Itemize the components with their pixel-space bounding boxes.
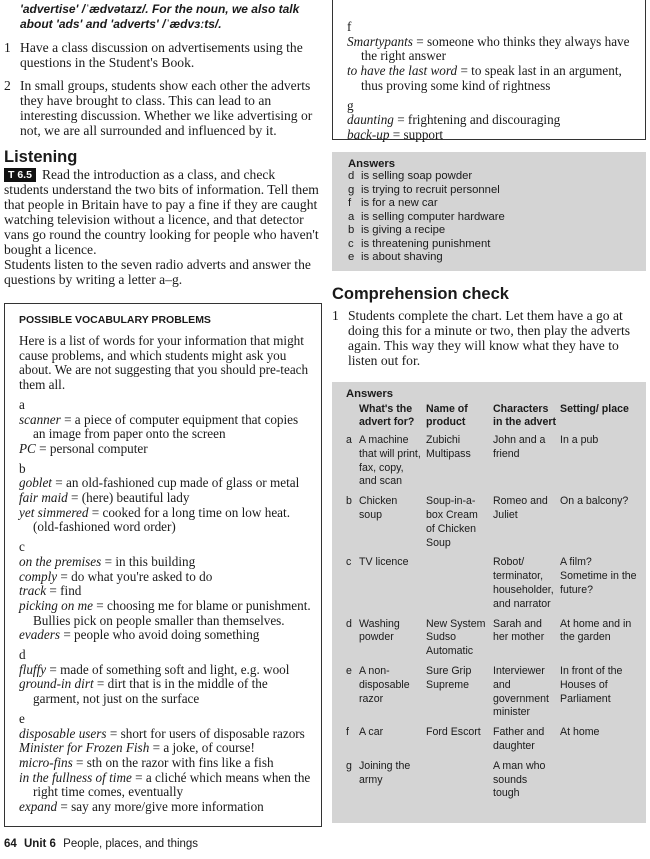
vocab-group-f [347,35,637,94]
vocab-definition: = a joke, of course! [149,740,255,756]
chart-row [346,726,642,760]
para-number: 1 [332,307,339,323]
answer-letter: c [348,237,354,250]
vocab-groups [19,398,313,815]
vocab-term: daunting [347,112,394,128]
answer-letter: b [348,224,355,236]
answer-text: is giving a recipe [361,224,446,236]
vocab-definition: = support [389,126,444,142]
chart-row-letter: d [346,617,352,630]
chart-cell: Romeo and Juliet [493,495,548,522]
answer-letter: f [348,197,352,209]
chart-row [346,618,642,665]
vocab-definition: = a cliché which means when the right time comes, eventually [33,769,311,800]
vocab-letter: g [347,97,354,113]
comprehension-paragraph [332,308,646,368]
vocab-term: Smartypants [347,33,413,49]
vocab-definition: = frightening and discouraging [393,112,561,128]
chart-cell: At home [560,726,600,739]
chart-cell: Washing powder [359,617,400,644]
vocab-entry [19,756,313,771]
vocab-entry [19,413,313,442]
answers-title: Answers [346,387,394,400]
chart-cell [426,760,493,807]
left-column [4,2,322,827]
listening-heading: Listening [4,148,78,166]
chart-row-letter: f [346,726,349,739]
answer-letter: g [348,183,355,196]
vocab-term: fair maid [19,490,68,506]
vocab-term: fluffy [19,661,47,677]
chart-cell: Interviewer and government minister [493,665,549,719]
answers-box-2 [332,382,646,823]
vocab-entry [19,771,313,800]
ipa-line-1a: 'advertise' /ˈædvətaɪz/. [20,2,149,16]
comprehension-chart [346,403,642,808]
right-column [332,0,646,823]
vocab-definition: = sth on the razor with fins like a fish [72,754,274,770]
chart-cell: In front of the Houses of Parliament [560,665,623,705]
vocab-entry [19,506,313,535]
vocab-entry [19,599,313,628]
vocab-definition: = dirt that is in the middle of the garment, not just on the surface [33,676,268,707]
chart-cell: A film? Sometime in the future? [560,556,637,597]
ipa-line-1b: For the noun, we also talk [148,2,300,16]
vocab-definition: = someone who thinks they always have the right answer [361,33,630,64]
vocab-definition: = made of something soft and light, e.g. wool [46,661,290,677]
vocab-entry [347,128,637,143]
para-number: 2 [4,78,11,93]
vocab-definition: = short for users of disposable razors [106,725,305,741]
vocab-entry [19,800,313,815]
vocab-term: disposable users [19,725,107,741]
unit-label: Unit 6 [24,838,56,850]
vocab-definition: = say any more/give more information [57,799,264,815]
para-text: Have a class discussion on advertisements using the questions in the Student's Book. [20,40,303,70]
vocab-entry [19,677,313,706]
vocab-definition: = cooked for a long time on low heat. (old-fashioned word order) [33,504,290,535]
vocab-definition: = find [46,583,82,599]
vocab-letter: a [19,396,25,412]
vocab-definition: = an old-fashioned cup made of glass or metal [51,475,300,491]
chart-cell: A car [359,726,384,739]
para-text: In small groups, students show each other the adverts they have brought to class. This can lead to an interesting discussion. Whether we like advertising or not, we are all surrounded and influenced by it. [20,78,313,138]
vocab-entry [19,491,313,506]
chart-row-letter: g [346,759,352,772]
answer-line [348,197,636,211]
vocab-box-title: POSSIBLE VOCABULARY PROBLEMS [19,314,211,326]
answer-line [348,224,636,238]
answer-line [348,170,636,184]
answer-letter: e [348,251,355,263]
chart-cell: Zubichi Multipass [426,434,471,460]
vocab-letter: e [19,710,25,726]
numbered-paragraph [4,40,322,70]
answer-letter: d [348,170,355,182]
vocab-entry [347,64,637,93]
ipa-line-2: about 'ads' and 'adverts' /ˈædvɜːts/. [20,17,222,31]
vocab-definition: = in this building [101,553,196,569]
chart-cell: Joining the army [359,759,411,786]
chart-header-cell [346,403,359,435]
vocab-entry [347,35,637,64]
chart-cell: Ford Escort [426,726,481,739]
vocab-letter: f [347,19,352,34]
vocab-definition: = a piece of computer equipment that copies an image from paper onto the screen [33,411,299,442]
answer-text: is threatening punishment [361,237,491,250]
answer-letter: a [348,210,355,223]
answer-text: is about shaving [361,251,443,263]
vocab-intro: Here is a list of words for your information that might cause problems, and which students might ask you about. We are not suggesting that you should pre-teach them all. [19,333,309,393]
vocab-definition: = do what you're asked to do [57,568,213,584]
answer-text: is for a new car [361,197,438,209]
vocab-entry [19,476,313,491]
chart-cell: Soup-in-a-box Cream of Chicken Soup [426,495,478,549]
para-text: Students complete the chart. Let them have a go at doing this for a minute or two, then play the adverts again. This way they will know what they have to listen out for. [348,307,631,368]
listening-text [4,167,322,287]
chart-body [346,434,642,807]
vocab-definition: = to speak last in an argument, thus proving some kind of rightness [361,63,622,93]
vocab-term: PC [19,440,36,456]
answer-text: is trying to recruit personnel [361,183,500,196]
chart-header-row [346,403,642,435]
vocabulary-box-continued [332,0,646,140]
chart-header-cell: Characters in the advert [493,402,556,429]
vocab-letter: c [19,539,25,555]
chart-cell: At home and in the garden [560,617,632,644]
vocab-term: back-up [347,126,390,142]
chart-cell: Robot/ terminator, householder, and narrator [493,556,554,610]
vocab-entry [19,555,313,570]
listening-text-2: Students listen to the seven radio adverts and answer the questions by writing a letter a–g. [4,257,311,287]
chart-cell: A non-disposable razor [359,665,410,705]
track-tag: T 6.5 [4,168,36,182]
unit-title: People, places, and things [63,838,199,850]
chart-cell: Sarah and her mother [493,617,545,644]
answer-line [348,238,636,252]
chart-cell: In a pub [560,434,599,447]
vocab-entry [19,741,313,756]
vocab-definition: = (here) beautiful lady [67,490,190,506]
chart-header-cell: Name of product [426,402,468,429]
vocab-term: yet simmered [19,504,89,520]
vocab-letter: d [19,647,26,663]
chart-row [346,665,642,726]
chart-row [346,434,642,495]
vocab-entry [19,442,313,457]
vocab-entry [347,113,637,128]
vocab-definition: = personal computer [35,440,148,456]
vocab-term: Minister for Frozen Fish [19,740,150,756]
chart-row-letter: e [346,665,352,678]
para-number: 1 [4,40,11,55]
answers-box-1 [332,152,646,271]
answer-line [348,251,636,265]
chart-cell [426,556,493,617]
vocab-definition: = people who avoid doing something [60,627,260,643]
answers-list [348,170,636,265]
pronunciation-note [4,2,322,32]
chart-row [346,556,642,617]
vocab-term: in the fullness of time [19,769,132,785]
chart-cell: On a balcony? [560,495,629,508]
answer-text: is selling soap powder [361,170,473,182]
answer-line [348,211,636,225]
chart-header-cell: Setting/ place [560,402,629,415]
chart-cell: Father and daughter [493,726,545,753]
chart-cell [560,760,642,807]
comprehension-heading: Comprehension check [332,284,509,303]
vocab-term: ground-in dirt [19,676,94,692]
chart-cell: A machine that will print, fax, copy, and scan [359,434,421,488]
chart-row [346,495,642,556]
vocab-group-g [347,113,637,142]
chart-cell: A man who sounds tough [493,759,546,800]
vocabulary-box [4,303,322,827]
vocab-term: on the premises [19,553,102,569]
page-number: 64 [4,838,17,850]
chart-row-letter: a [346,434,352,447]
vocab-term: track [19,583,47,599]
page-footer [4,838,198,850]
vocab-entry [19,570,313,585]
listening-text-1: Read the introduction as a class, and check students understand the two bits of information. Tell them that people in Britain have to pay a fine if they are caught watching television without a licence, and that detector vans go round the country looking for people who haven't bought a licence. [4,167,319,257]
answer-text: is selling computer hardware [361,210,505,223]
vocab-term: picking on me [19,597,93,613]
vocab-letter: b [19,460,26,476]
chart-row [346,760,642,807]
chart-cell: Chicken soup [359,495,398,522]
vocab-term: expand [19,799,58,815]
chart-row-letter: b [346,495,352,508]
vocab-entry [19,727,313,742]
numbered-paragraph [4,78,322,138]
answers-title: Answers [348,158,396,170]
chart-cell: Sure Grip Supreme [426,665,472,691]
chart-row-letter: c [346,556,352,569]
answer-line [348,184,636,198]
vocab-term: evaders [19,627,61,643]
chart-cell: John and a friend [493,434,546,460]
vocab-entry [19,584,313,599]
vocab-term: micro-fins [19,754,73,770]
vocab-term: comply [19,568,58,584]
vocab-entry [19,663,313,678]
vocab-term: to have the last word [347,63,458,79]
vocab-entry [19,628,313,643]
chart-cell: New System Sudso Automatic [426,617,486,658]
chart-header-cell: What's the advert for? [359,402,415,429]
vocab-definition: = choosing me for blame or punishment. Bullies pick on people smaller than themselves. [33,597,311,628]
vocab-term: goblet [19,475,52,491]
chart-cell: TV licence [359,556,409,569]
vocab-term: scanner [19,411,61,427]
